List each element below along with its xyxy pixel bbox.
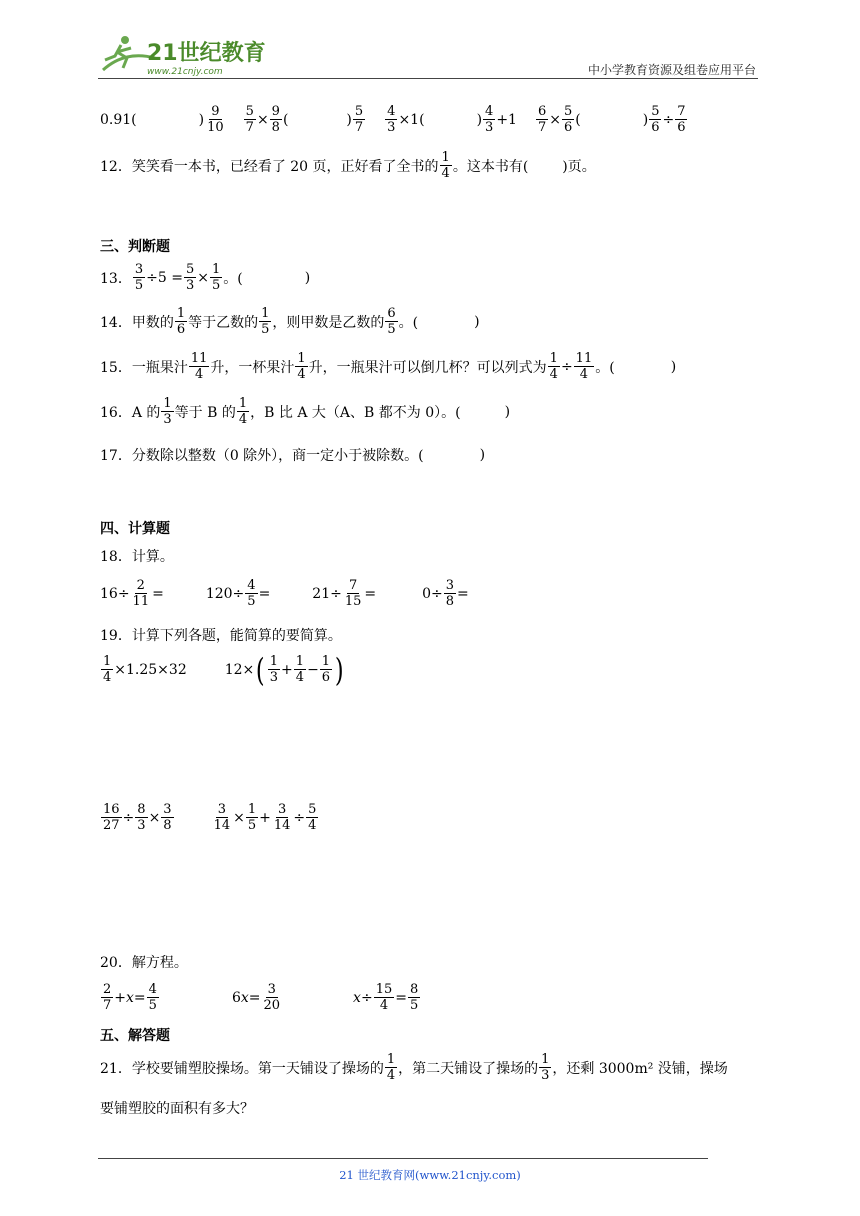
q20-equations: $\frac{2}{7}$ + x = $\frac{4}{5}$ 6 x = $\frac{3}{20}$ x ÷ $\frac{15}{4}$ = $\frac{8}{5}$: [103, 982, 419, 1013]
question-20: 20．解方程。: [100, 955, 188, 971]
section-title-judgement: 三、判断题: [100, 239, 170, 255]
header-platform-text: 中小学教育资源及组卷应用平台: [587, 63, 756, 77]
question-21-line2: 要铺塑胶的面积有多大？: [100, 1101, 254, 1117]
footer-link[interactable]: 21 世纪教育网(www.21cnjy.com): [339, 1168, 521, 1182]
logo-text: 21世纪教育: [147, 41, 265, 66]
question-15: 15． 一瓶果汁 $\frac{11}{4}$ 升，一杯果汁 $\frac{1}{4}$ 升，一瓶果汁可以倒几杯？可以列式为 $\frac{1}{4}$ ÷ $\frac{11}{4}$ 。( ): [100, 351, 677, 382]
q11-row: 0.91( ) $\frac{9}{10}$ $\frac{5}{7}$ × $\frac{9}{8}$ ( ) $\frac{5}{7}$ $\frac{4}{3}$ ×1( ) $\frac{4}{3}$ +1 $\frac{6}{7}$ × $\frac{5}{6}$ ( ) $\frac{5}{6}$ ÷ $\frac{7}{6}$: [100, 104, 686, 135]
q19-problems-b: $\frac{16}{27}$ ÷ $\frac{8}{3}$ × $\frac{3}{8}$ $\frac{3}{14}$ × $\frac{1}{5}$ + $\frac{3}{14}$ ÷ $\frac{5}{4}$: [103, 802, 317, 833]
question-17: 17． 分数除以整数（0 除外），商一定小于被除数。( ): [100, 447, 486, 464]
question-12: 12． 笑笑看一本书，已经看了 20 页，正好看了全书的 $\frac{1}{4}$ 。这本书有( )页。: [100, 150, 596, 181]
question-21: 21． 学校要铺塑胶操场。第一天铺设了操场的 $\frac{1}{4}$ ，第二天铺设了操场的 $\frac{1}{3}$ ，还剩 3000m² 没铺，操场: [100, 1052, 728, 1083]
question-13: 13． $\frac{3}{5}$ ÷5 = $\frac{5}{3}$ × $\frac{1}{5}$ 。( ): [100, 262, 311, 293]
fraction: $\frac{9}{10}$: [207, 104, 224, 135]
question-14: 14． 甲数的 $\frac{1}{6}$ 等于乙数的 $\frac{1}{5}$ ，则甲数是乙数的 $\frac{6}{5}$ 。( ): [100, 306, 480, 337]
question-19: 19．计算下列各题，能简算的要简算。: [100, 628, 342, 644]
header-divider: [98, 78, 758, 79]
question-16: 16． A 的 $\frac{1}{3}$ 等于 B 的 $\frac{1}{4}$ ，B 比 A 大（A、B 都不为 0）。( ): [100, 396, 511, 427]
logo-url: www.21cnjy.com: [147, 67, 223, 77]
section-title-answer: 五、解答题: [100, 1028, 170, 1044]
question-18: 18．计算。: [100, 549, 174, 565]
footer-divider: [98, 1158, 708, 1159]
logo: [95, 30, 265, 80]
q19-problems-a: $\frac{1}{4}$ ×1.25×32 12× ( $\frac{1}{3}$ + $\frac{1}{4}$ − $\frac{1}{6}$ ): [103, 650, 344, 689]
q18-problems: 16÷ $\frac{2}{11}$ = 120÷ $\frac{4}{5}$ = 21÷ $\frac{7}{15}$ = 0÷ $\frac{3}{8}$ =: [100, 578, 469, 609]
section-title-calculation: 四、计算题: [100, 521, 170, 537]
